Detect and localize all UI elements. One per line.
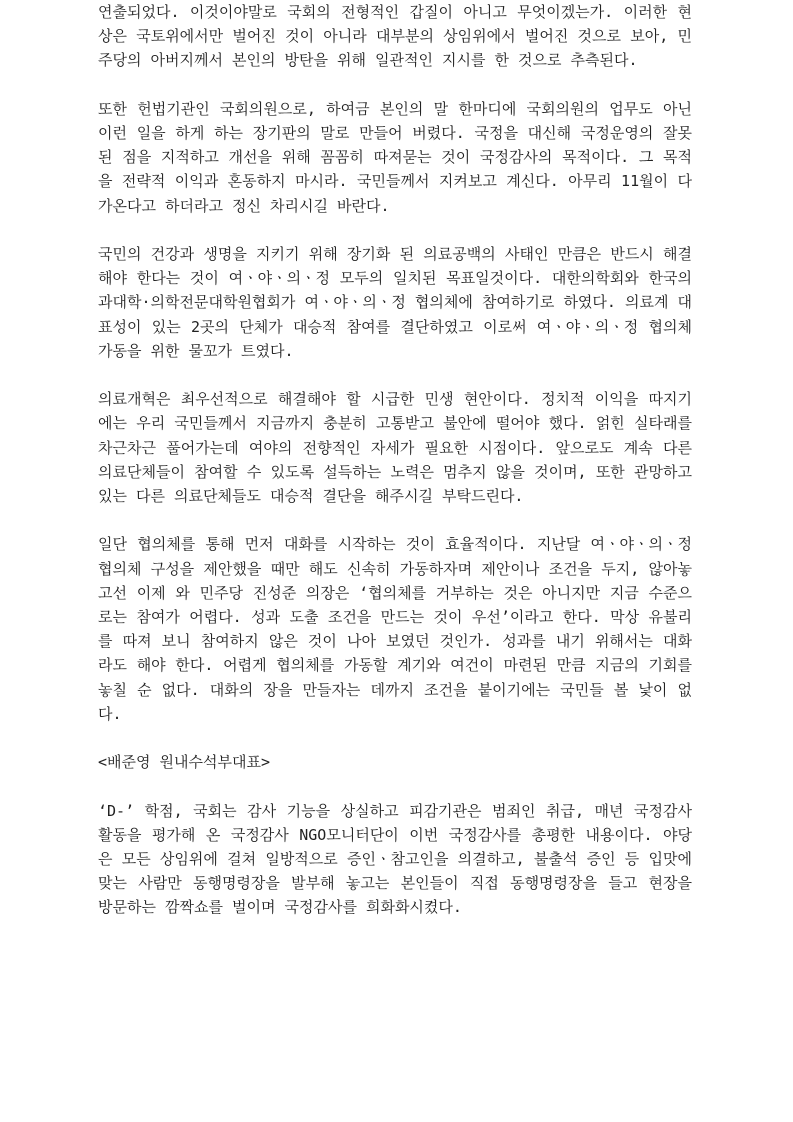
paragraph-3: 국민의 건강과 생명을 지키기 위해 장기화 된 의료공백의 사태인 만큼은 반드시 해결해야 한다는 것이 여ㆍ야ㆍ의ㆍ정 모두의 일치된 목표일것이다. 대한의학회와 한국의과대학·의학전문대학원협회가 여ㆍ야ㆍ의ㆍ정 협의체에 참여하기로 하였다. 의료계 대표성이 있는 2곳의 단체가 대승적 참여를 결단하였고 이로써 여ㆍ야ㆍ의ㆍ정 협의체 가동을 위한 물꼬가 트였다. (98, 245, 692, 360)
paragraph-1: 연출되었다. 이것이야말로 국회의 전형적인 갑질이 아니고 무엇이겠는가. 이러한 현상은 국토위에서만 벌어진 것이 아니라 대부분의 상임위에서 벌어진 것으로 보아, 민주당의 아버지께서 본인의 방탄을 위해 일관적인 지시를 한 것으로 추측된다. (98, 3, 692, 70)
document-body (98, 0, 692, 944)
section-paragraph-1: ‘D-’ 학점, 국회는 감사 기능을 상실하고 피감기관은 범죄인 취급, 매년 국정감사 활동을 평가해 온 국정감사 NGO모니터단이 이번 국정감사를 총평한 내용이다. 야당은 모든 상임위에 걸쳐 일방적으로 증인ㆍ참고인을 의결하고, 불출석 증인 등 입맛에 맞는 사람만 동행명령장을 발부해 놓고는 본인들이 직접 동행명령장을 들고 현장을 방문하는 깜짝쇼를 벌이며 국정감사를 희화화시켰다. (98, 801, 692, 917)
paragraph-5: 일단 협의체를 통해 먼저 대화를 시작하는 것이 효율적이다. 지난달 여ㆍ야ㆍ의ㆍ정 협의체 구성을 제안했을 때만 해도 신속히 가동하자며 제안이나 조건을 두지, 않아놓고선 이제 와 민주당 진성준 의장은 ‘협의체를 거부하는 것은 아니지만 지금 수준으로는 참여가 어렵다. 성과 도출 조건을 만드는 것이 우선’이라고 한다. 막상 유불리를 따져 보니 참여하지 않은 것이 나아 보였던 것인가. 성과를 내기 위해서는 대화라도 해야 한다. 어렵게 협의체를 가동할 계기와 여건이 마련된 만큼 지금의 기회를 놓칠 순 없다. 대화의 장을 만들자는 데까지 조건을 붙이기에는 국민들 볼 낯이 없다. (98, 535, 692, 723)
paragraph-2: 또한 헌법기관인 국회의원으로, 하여금 본인의 말 한마디에 국회의원의 업무도 아닌 이런 일을 하게 하는 장기판의 말로 만들어 버렸다. 국정을 대신해 국정운영의 잘못된 점을 지적하고 개선을 위해 꼼꼼히 따져묻는 것이 국정감사의 목적이다. 그 목적을 전략적 이익과 혼동하지 마시라. 국민들께서 지켜보고 계신다. 아무리 11월이 다가온다고 하더라고 정신 차리시길 바란다. (98, 99, 692, 215)
paragraph-4: 의료개혁은 최우선적으로 해결해야 할 시급한 민생 현안이다. 정치적 이익을 따지기에는 우리 국민들께서 지금까지 충분히 고통받고 불안에 떨어야 했다. 얽힌 실타래를 차근차근 풀어가는데 여야의 전향적인 자세가 필요한 시점이다. 앞으로도 계속 다른 의료단체들이 참여할 수 있도록 설득하는 노력은 멈추지 않을 것이며, 또한 관망하고 있는 다른 의료단체들도 대승적 결단을 해주시길 부탁드린다. (98, 390, 692, 506)
section-heading: <배준영 원내수석부대표> (98, 753, 270, 772)
